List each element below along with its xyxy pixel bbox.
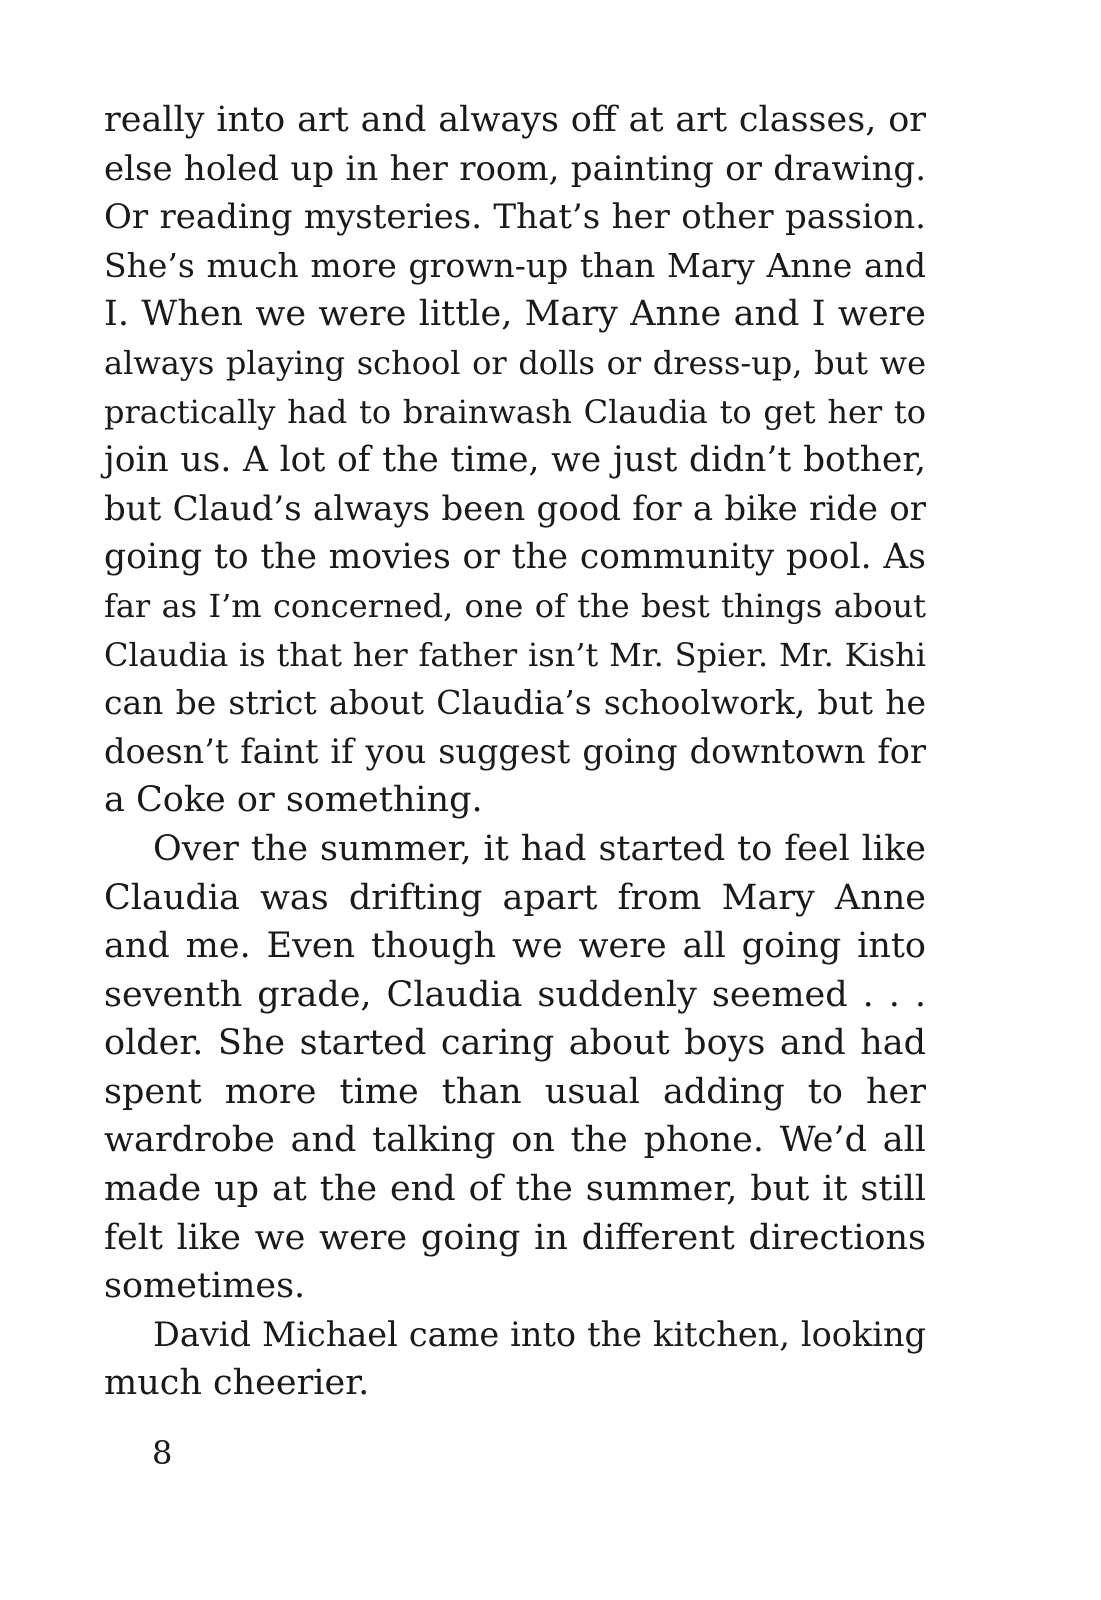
- text-line: a Coke or something.: [104, 780, 483, 821]
- text-line: David Michael came into the kitchen, looking: [153, 1314, 926, 1354]
- paragraph: [104, 1311, 926, 1408]
- text-line: made up at the end of the summer, but it still: [104, 1169, 926, 1210]
- text-line: but Claud’s always been good for a bike ride or: [104, 488, 926, 529]
- text-line: wardrobe and talking on the phone. We’d all: [104, 1120, 926, 1161]
- text-line: Claudia was drifting apart from Mary Anne: [104, 877, 926, 918]
- text-line: join us. A lot of the time, we just didn’t bother,: [104, 440, 926, 481]
- text-line: else holed up in her room, painting or drawing.: [104, 148, 926, 189]
- body-text: [104, 96, 926, 1408]
- text-line: going to the movies or the community pool. As: [104, 537, 926, 578]
- text-line: Over the summer, it had started to feel like: [153, 828, 926, 869]
- text-line: practically had to brainwash Claudia to get her to: [104, 392, 926, 431]
- text-line: older. She started caring about boys and had: [104, 1023, 926, 1064]
- text-line: spent more time than usual adding to her: [104, 1071, 926, 1112]
- text-line: Claudia is that her father isn’t Mr. Spier. Mr. Kishi: [104, 635, 926, 674]
- text-line: felt like we were going in different directions: [104, 1217, 926, 1258]
- text-line: much cheerier.: [104, 1363, 370, 1404]
- text-line: really into art and always off at art classes, or: [104, 100, 926, 140]
- text-line: Or reading mysteries. That’s her other passion.: [104, 197, 926, 238]
- text-line: seventh grade, Claudia suddenly seemed . . .: [104, 974, 926, 1015]
- text-line: can be strict about Claudia’s schoolwork, but he: [104, 683, 926, 723]
- text-line: sometimes.: [104, 1266, 306, 1307]
- text-line: I. When we were little, Mary Anne and I were: [104, 294, 926, 335]
- paragraph: [104, 825, 926, 1311]
- text-line: doesn’t faint if you suggest going downtown for: [104, 731, 926, 771]
- page-number: 8: [152, 1434, 173, 1472]
- text-line: and me. Even though we were all going into: [104, 926, 926, 967]
- text-line: She’s much more grown-up than Mary Anne and: [104, 245, 926, 285]
- text-line: far as I’m concerned, one of the best things about: [104, 586, 926, 625]
- paragraph: [104, 96, 926, 825]
- text-line: always playing school or dolls or dress-up, but we: [104, 343, 926, 382]
